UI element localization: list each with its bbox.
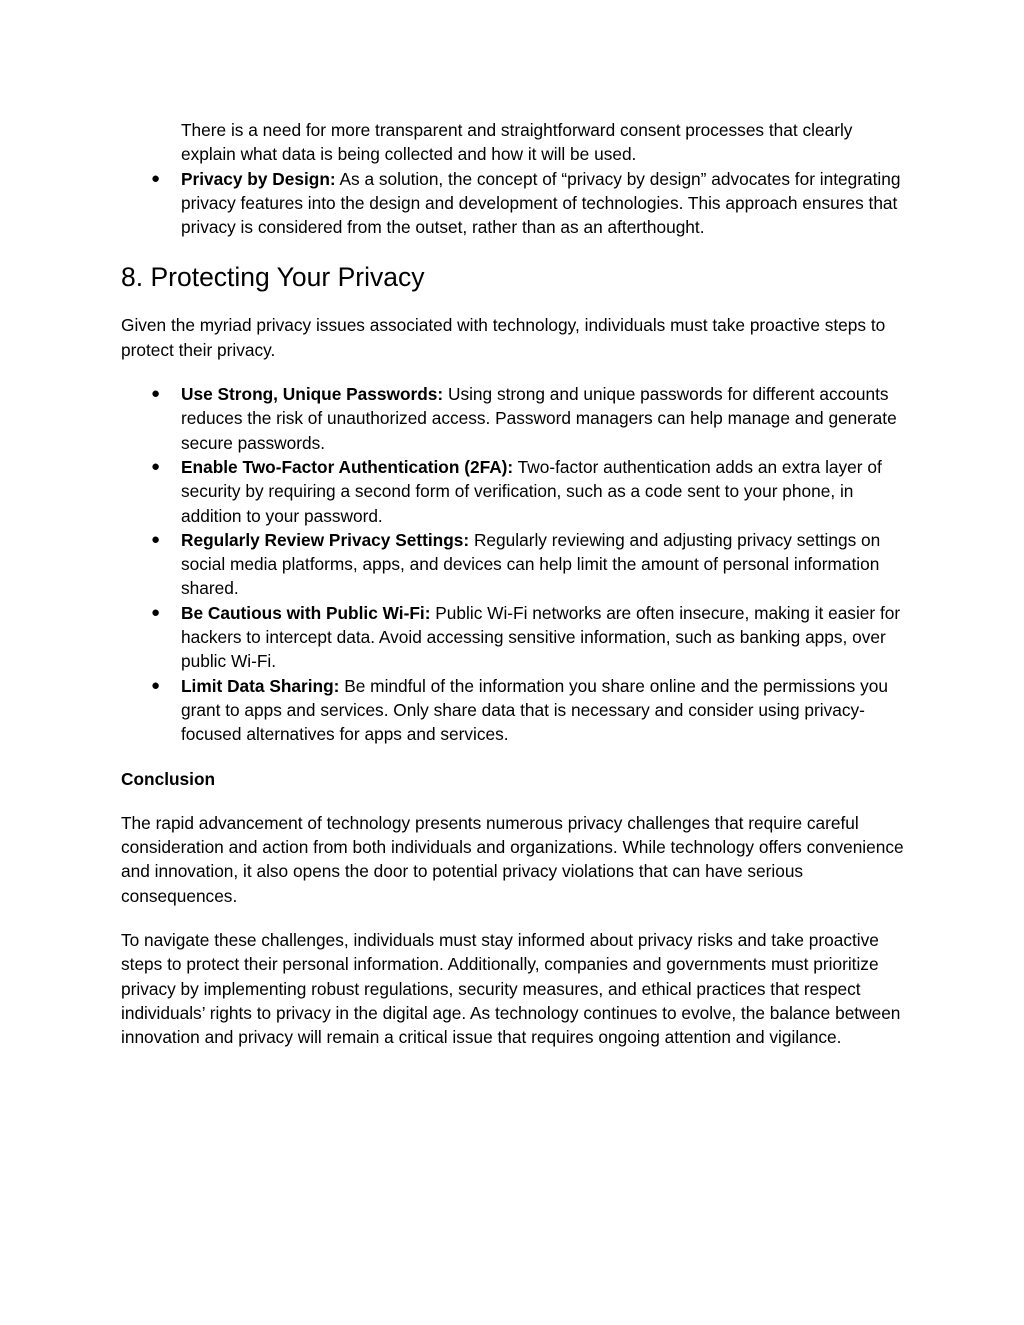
bullet-icon: ● <box>151 385 161 403</box>
conclusion-heading: Conclusion <box>121 768 216 789</box>
item-label: Enable Two-Factor Authentication (2FA): <box>181 456 514 477</box>
conclusion-paragraph: The rapid advancement of technology presents numerous privacy challenges that require careful consideration and action from both individuals and organizations. While technology offers convenience and innovation, it also opens the door to potential privacy violations that can have serious consequences. <box>121 812 904 906</box>
bullet-icon: ● <box>151 457 161 475</box>
bullet-icon: ● <box>151 603 161 621</box>
bullet-icon: ● <box>151 530 161 548</box>
item-text: Be mindful of the information you share online and the permissions you grant to apps and services. Only share data that is necessary and consider using privacy-focused alternatives for apps and services. <box>181 675 888 745</box>
conclusion-paragraph: To navigate these challenges, individuals must stay informed about privacy risks and take proactive steps to protect their personal information. Additionally, companies and governments must prioritize privacy by implementing robust regulations, security measures, and ethical practices that respect individuals’ rights to privacy in the digital age. As technology continues to evolve, the balance between innovation and privacy will remain a critical issue that requires ongoing attention and vigilance. <box>121 930 901 1048</box>
item-text: Using strong and unique passwords for different accounts reduces the risk of unauthorized access. Password managers can help manage and generate secure passwords. <box>181 384 897 453</box>
page-content <box>121 118 907 1050</box>
list-item <box>121 528 907 601</box>
section-intro: Given the myriad privacy issues associated with technology, individuals must take proactive steps to protect their privacy. <box>121 315 886 360</box>
item-text: Regularly reviewing and adjusting privacy settings on social media platforms, apps, and devices can help limit the amount of personal information shared. <box>181 529 881 599</box>
item-label: Limit Data Sharing: <box>181 675 340 696</box>
item-label: Regularly Review Privacy Settings: <box>181 529 470 550</box>
bullet-icon: ● <box>151 676 161 694</box>
item-text: As a solution, the concept of “privacy by design” advocates for integrating privacy features into the design and development of technologies. This approach ensures that privacy is considered from the outset, rather than as an afterthought. <box>181 168 901 238</box>
list-item <box>121 674 907 747</box>
section-heading: 8. Protecting Your Privacy <box>121 262 425 293</box>
list-item <box>121 455 907 528</box>
item-label: Privacy by Design: <box>181 168 336 189</box>
item-text: Two-factor authentication adds an extra layer of security by requiring a second form of verification, such as a code sent to your phone, in addition to your password. <box>181 456 882 526</box>
intro-continuation: There is a need for more transparent and straightforward consent processes that clearly explain what data is being collected and how it will be used. <box>181 120 853 165</box>
item-label: Use Strong, Unique Passwords: <box>181 384 444 405</box>
item-text: Public Wi-Fi networks are often insecure, making it easier for hackers to intercept data. Avoid accessing sensitive information, such as banking apps, over public Wi-Fi. <box>181 602 901 672</box>
privacy-design-list <box>121 167 907 240</box>
bullet-icon: ● <box>151 169 161 187</box>
item-label: Be Cautious with Public Wi-Fi: <box>181 602 431 623</box>
list-item <box>121 601 907 674</box>
protection-list <box>121 382 907 746</box>
list-item <box>121 382 907 455</box>
list-item <box>121 167 907 240</box>
